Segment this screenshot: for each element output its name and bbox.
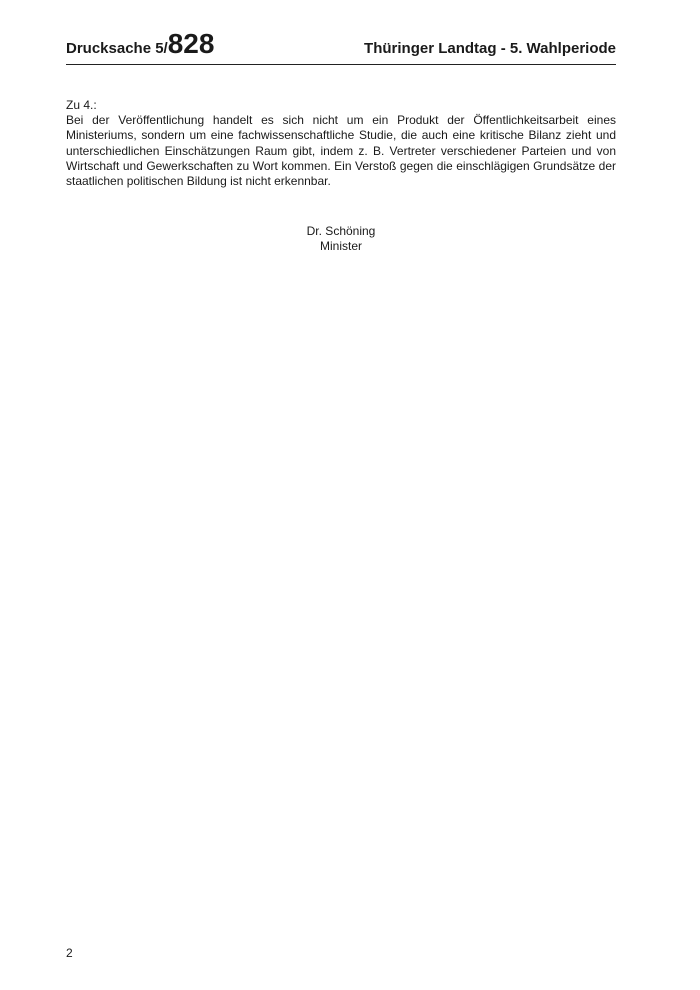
parliament-title: Thüringer Landtag - 5. Wahlperiode xyxy=(364,40,616,57)
page-number: 2 xyxy=(66,946,73,960)
document-number xyxy=(66,30,214,58)
signature-block xyxy=(66,224,616,254)
document-number-value: 828 xyxy=(167,28,215,59)
signatory-title: Minister xyxy=(319,239,362,254)
answer-heading: Zu 4.: xyxy=(66,98,97,112)
signatory-name: Dr. Schöning xyxy=(306,224,376,238)
page-header xyxy=(66,30,616,64)
answer-section xyxy=(66,98,616,189)
header-divider xyxy=(66,64,616,65)
document-number-prefix: Drucksache 5/ xyxy=(66,40,168,57)
answer-paragraph: Bei der Veröffentlichung handelt es sich nicht um ein Produkt der Öffentlichkeitsarbeit eines Ministeriums, sondern um eine fachwissenschaftliche Studie, die auch eine kritische Bilanz zieht und unterschiedlichen Einschätzungen Raum gibt, indem z. B. Vertreter verschiedener Parteien und von Wirtschaft und Gewerkschaften zu Wort kommen. Ein Verstoß gegen die einschlägigen Grundsätze der staatlichen politischen Bildung ist nicht erkennbar. xyxy=(66,113,616,189)
